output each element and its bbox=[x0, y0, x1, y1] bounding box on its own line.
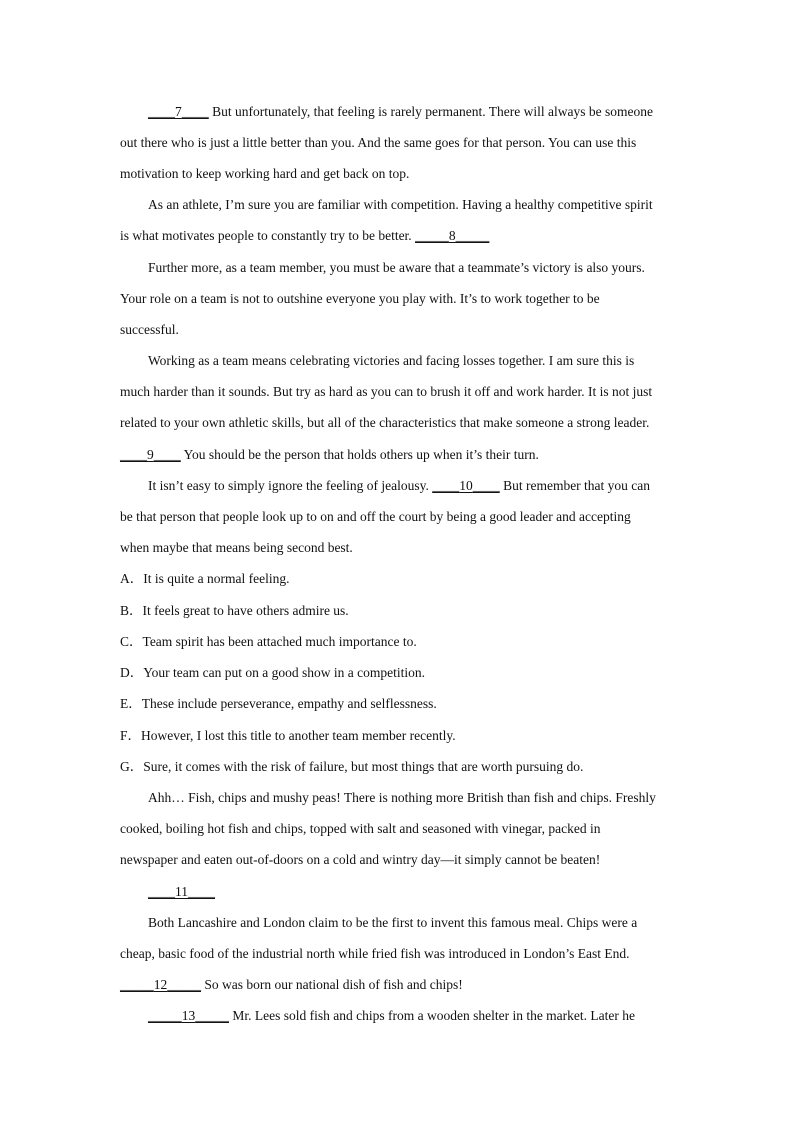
option-a: A．It is quite a normal feeling. bbox=[120, 571, 290, 586]
text-line: is what motivates people to constantly try to be better. _____8_____ bbox=[120, 228, 490, 243]
text-line bbox=[148, 884, 215, 900]
answer-blank-9[interactable]: ____9____ bbox=[120, 447, 181, 462]
text-line: much harder than it sounds. But try as hard as you can to brush it off and work harder. It is not just bbox=[120, 384, 653, 399]
text-line: Working as a team means celebrating victories and facing losses together. I am sure this is bbox=[148, 353, 635, 368]
text-line: related to your own athletic skills, but all of the characteristics that make someone a strong leader. bbox=[120, 415, 650, 430]
answer-blank-11[interactable]: ____11____ bbox=[148, 884, 215, 899]
text-line: when maybe that means being second best. bbox=[120, 540, 353, 555]
text-line: It isn’t easy to simply ignore the feeling of jealousy. ____10____ But remember that you can bbox=[148, 478, 651, 493]
option-d: D．Your team can put on a good show in a competition. bbox=[120, 665, 425, 680]
text-line: out there who is just a little better than you. And the same goes for that person. You can use this bbox=[120, 135, 637, 150]
text-line: Your role on a team is not to outshine everyone you play with. It’s to work together to be bbox=[120, 291, 600, 306]
text-line: cooked, boiling hot fish and chips, topped with salt and seasoned with vinegar, packed in bbox=[120, 821, 601, 836]
text-line: be that person that people look up to on and off the court by being a good leader and accepting bbox=[120, 509, 631, 524]
option-b: B．It feels great to have others admire us. bbox=[120, 603, 349, 618]
text-line: successful. bbox=[120, 322, 179, 337]
text-line: newspaper and eaten out-of-doors on a cold and wintry day—it simply cannot be beaten! bbox=[120, 852, 601, 867]
option-g: G．Sure, it comes with the risk of failure, but most things that are worth pursuing do. bbox=[120, 759, 584, 774]
text-line: motivation to keep working hard and get back on top. bbox=[120, 166, 410, 181]
answer-blank-8[interactable]: _____8_____ bbox=[415, 228, 490, 243]
text-line: ____7____ But unfortunately, that feeling is rarely permanent. There will always be someone bbox=[148, 104, 653, 119]
text-line: Ahh… Fish, chips and mushy peas! There is nothing more British than fish and chips. Freshly bbox=[148, 790, 656, 805]
answer-blank-12[interactable]: _____12_____ bbox=[120, 977, 201, 992]
option-f: F．However, I lost this title to another team member recently. bbox=[120, 728, 456, 743]
option-e: E．These include perseverance, empathy and selflessness. bbox=[120, 696, 437, 711]
option-c: C．Team spirit has been attached much importance to. bbox=[120, 634, 417, 649]
text-line: cheap, basic food of the industrial north while fried fish was introduced in London’s East End. bbox=[120, 946, 630, 961]
text-line: As an athlete, I’m sure you are familiar with competition. Having a healthy competitive spirit bbox=[148, 197, 653, 212]
text-line: Further more, as a team member, you must be aware that a teammate’s victory is also yours. bbox=[148, 260, 645, 275]
text-line: _____13_____ Mr. Lees sold fish and chips from a wooden shelter in the market. Later he bbox=[148, 1008, 636, 1023]
answer-blank-7[interactable]: ____7____ bbox=[148, 104, 209, 119]
answer-blank-13[interactable]: _____13_____ bbox=[148, 1008, 229, 1023]
text-line: Both Lancashire and London claim to be the first to invent this famous meal. Chips were a bbox=[148, 915, 638, 930]
text-line: _____12_____ So was born our national dish of fish and chips! bbox=[120, 977, 463, 992]
text-line: ____9____ You should be the person that holds others up when it’s their turn. bbox=[120, 447, 539, 462]
answer-blank-10[interactable]: ____10____ bbox=[432, 478, 500, 493]
